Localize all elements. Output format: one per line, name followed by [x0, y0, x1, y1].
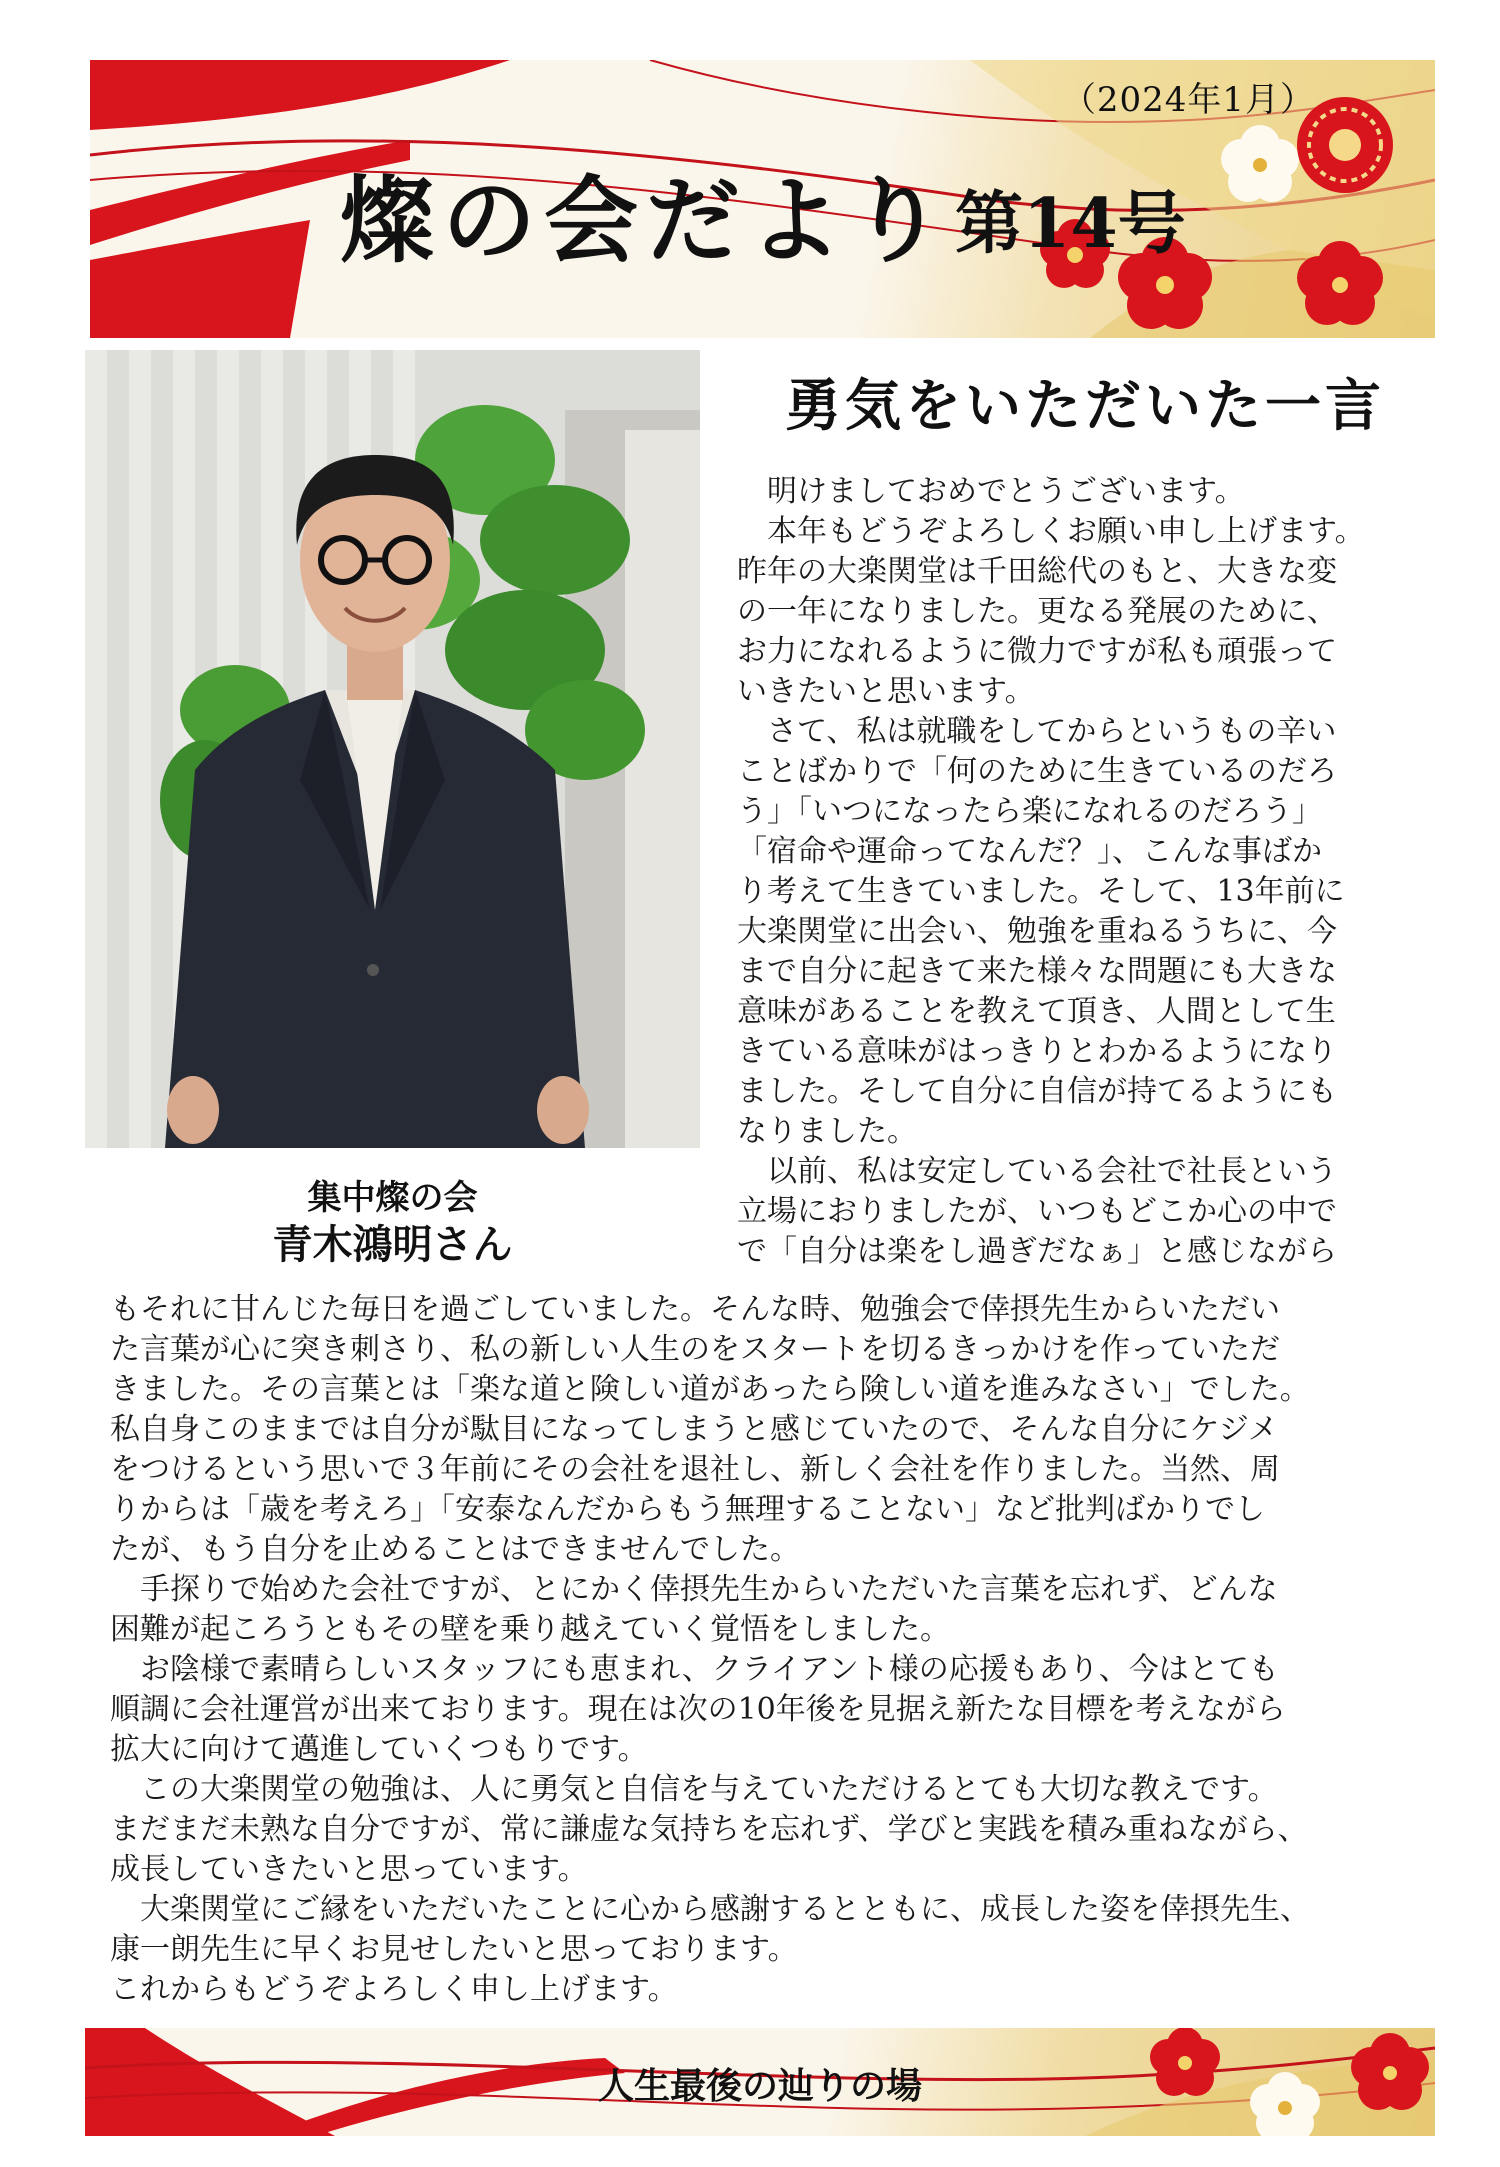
text-line: う」「いつになったら楽になれるのだろう」 [737, 794, 1322, 829]
caption-person-name: 青木鴻明さん [272, 1222, 513, 1268]
text-line: 意味があることを教えて頂き、人間として生 [737, 994, 1336, 1029]
article-full-width-text [110, 1290, 1430, 2010]
text-line: お力になれるように微力ですが私も頑張って [737, 634, 1337, 669]
text-line: り考えて生きていました。そして、13年前に [737, 874, 1345, 909]
text-line: 手探りで始めた会社ですが、とにかく倖摂先生からいただいた言葉を忘れず、どんな [110, 1572, 1278, 1607]
issue-number: 第14号 [955, 184, 1186, 264]
text-line: 以前、私は安定している会社で社長という [737, 1154, 1337, 1189]
text-line: りからは「歳を考えろ」「安泰なんだからもう無理することない」など批判ばかりでし [110, 1492, 1265, 1527]
text-line: いきたいと思います。 [737, 674, 1035, 709]
text-line: 本年もどうぞよろしくお願い申し上げます。 [737, 514, 1365, 549]
text-line: た言葉が心に突き刺さり、私の新しい人生のをスタートを切るきっかけを作っていただ [110, 1332, 1280, 1367]
text-line: 大楽関堂に出会い、勉強を重ねるうちに、今 [737, 914, 1337, 949]
text-line: ことばかりで「何のために生きているのだろ [737, 754, 1337, 789]
text-line: ました。そして自分に自信が持てるようにも [737, 1074, 1337, 1109]
text-line: 拡大に向けて邁進していくつもりです。 [110, 1732, 648, 1767]
text-line: これからもどうぞよろしく申し上げます。 [110, 1972, 678, 2007]
header-banner [90, 60, 1435, 338]
text-line: をつけるという思いで３年前にその会社を退社し、新しく会社を作りました。当然、周 [110, 1452, 1280, 1487]
text-line: 昨年の大楽関堂は千田総代のもと、大きな変 [737, 554, 1337, 589]
text-line: たが、もう自分を止めることはできませんでした。 [110, 1532, 800, 1567]
text-line: なりました。 [737, 1114, 917, 1149]
article-title: 勇気をいただいた一言 [785, 373, 1385, 439]
text-line: まで自分に起きて来た様々な問題にも大きな [737, 954, 1337, 989]
text-line: お陰様で素晴らしいスタッフにも恵まれ、クライアント様の応援もあり、今はとても [110, 1652, 1279, 1687]
text-line: 「宿命や運命ってなんだ？」、こんな事ばか [737, 834, 1322, 869]
text-line: この大楽関堂の勉強は、人に勇気と自信を与えていただけるとても大切な教えです。 [110, 1772, 1278, 1807]
text-line: まだまだ未熟な自分ですが、常に謙虚な気持ちを忘れず、学びと実践を積み重ねながら、 [110, 1812, 1308, 1847]
text-line: きました。その言葉とは「楽な道と険しい道があったら険しい道を進みなさい」でした。 [110, 1372, 1310, 1407]
article-column-text [737, 472, 1427, 1272]
text-line: 順調に会社運営が出来ております。現在は次の10年後を見据え新たな目標を考えながら [110, 1692, 1286, 1727]
text-line: 私自身このままでは自分が駄目になってしまうと感じていたので、そんな自分にケジメ [110, 1412, 1278, 1447]
issue-date: （2024年1月） [1061, 80, 1315, 120]
text-line: もそれに甘んじた毎日を過ごしていました。そんな時、勉強会で倖摂先生からいただい [110, 1292, 1280, 1327]
text-line: 成長していきたいと思っています。 [110, 1852, 588, 1887]
portrait-photo [85, 350, 700, 1148]
text-line: 困難が起ころうともその壁を乗り越えていく覚悟をしました。 [110, 1612, 950, 1647]
caption-organization: 集中燦の会 [307, 1178, 478, 1218]
footer-slogan: 人生最後の辿りの場 [597, 2066, 922, 2107]
text-line: で「自分は楽をし過ぎだなぁ」と感じながら [737, 1234, 1337, 1269]
text-line: さて、私は就職をしてからというもの辛い [737, 714, 1337, 749]
text-line: 康一朗先生に早くお見せしたいと思っております。 [110, 1932, 798, 1967]
text-line: 明けましておめでとうございます。 [737, 474, 1245, 509]
portrait-illustration [85, 350, 700, 1148]
newsletter-title: 燦の会だより [340, 166, 953, 276]
text-line: きている意味がはっきりとわかるようになり [737, 1034, 1337, 1069]
text-line: 大楽関堂にご縁をいただいたことに心から感謝するとともに、成長した姿を倖摂先生、 [110, 1892, 1310, 1927]
text-line: の一年になりました。更なる発展のために、 [737, 594, 1337, 629]
text-line: 立場におりましたが、いつもどこか心の中で [737, 1194, 1337, 1229]
footer-banner [85, 2028, 1435, 2136]
